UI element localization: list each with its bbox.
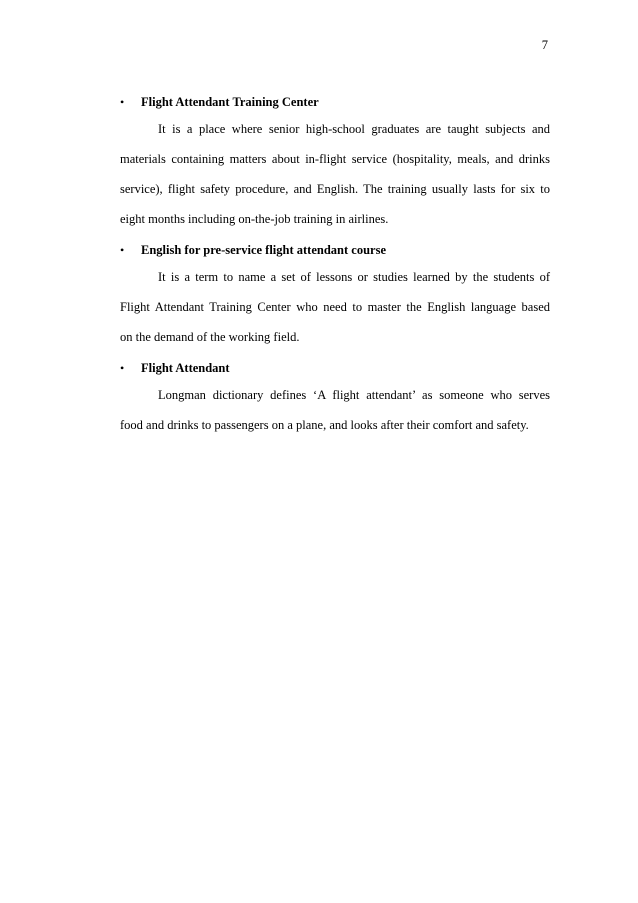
term-heading [120,90,550,114]
definition-line: service), flight safety procedure, and English. The training usually lasts for six to [120,182,550,196]
definition-line: materials containing matters about in-flight service (hospitality, meals, and drinks [120,152,550,166]
term-title: Flight Attendant Training Center [141,95,319,109]
term-heading [120,356,550,380]
term-title: English for pre-service flight attendant course [141,243,387,257]
definition-line: Longman dictionary defines ‘A flight attendant’ as someone who serves [158,388,550,402]
page-number: 7 [541,38,548,52]
definition-line: It is a place where senior high-school graduates are taught subjects and [158,122,550,136]
definition-line: Flight Attendant Training Center who need to master the English language based [120,300,550,314]
term-heading [120,238,550,262]
definition-line: eight months including on-the-job training in airlines. [120,212,389,226]
bullet-icon: • [120,361,125,375]
bullet-icon: • [120,243,125,257]
definition-line: food and drinks to passengers on a plane, and looks after their comfort and safety. [120,418,529,432]
term-definition [120,114,550,234]
definition-line: on the demand of the working field. [120,330,300,344]
term-title: Flight Attendant [141,361,230,375]
term-definition [120,262,550,352]
bullet-icon: • [120,95,125,109]
term-definition [120,380,550,440]
definitions-list [120,90,550,444]
definition-line: It is a term to name a set of lessons or studies learned by the students of [158,270,550,284]
